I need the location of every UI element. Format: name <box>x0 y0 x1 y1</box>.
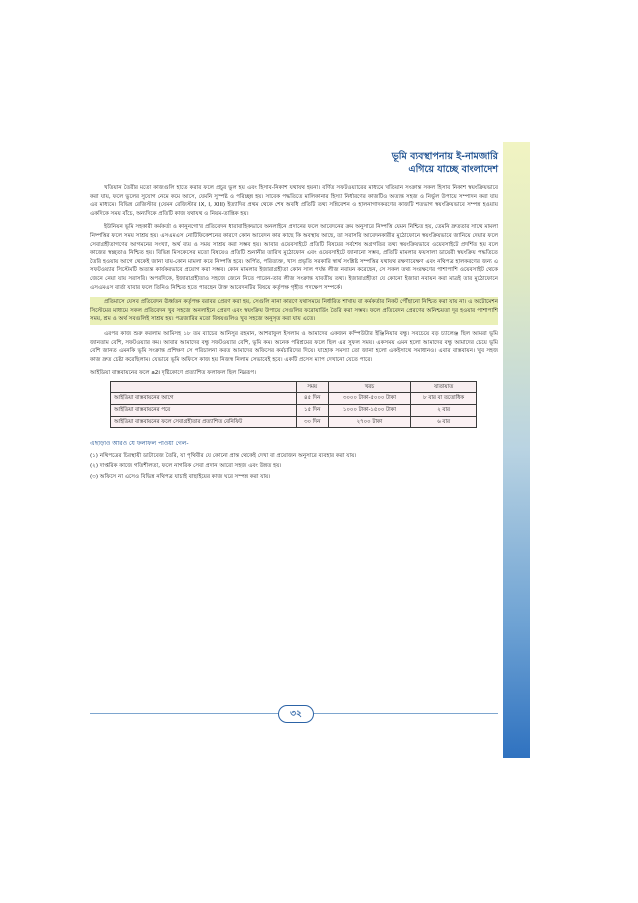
table-header-row <box>111 381 477 393</box>
title-line-1: ভূমি ব্যবস্থাপনায় ই-নামজারি <box>391 151 498 162</box>
comparison-table <box>110 381 477 428</box>
title-line-2: এগিয়ে যাচ্ছে বাংলাদেশ <box>408 164 498 175</box>
table-cell: ২৭০০ টাকা <box>328 416 411 428</box>
decorative-sidebar-gradient <box>503 142 530 758</box>
table-header-cell: যাতায়াত <box>411 381 477 393</box>
table-cell: ৪৫ দিন <box>296 393 328 405</box>
table-intro: আইডিয়া বাস্তবায়নের ফলে a2i দৃষ্টিকোণে প্রত্যাশিত ফলাফল ছিল নিম্নরূপ। <box>90 370 257 377</box>
table-cell: ৬ বার <box>411 416 477 428</box>
table-header-cell: সময় <box>296 381 328 393</box>
extra-results-heading: এছাড়াও আরও যে ফলাফল পাওয়া গেল- <box>90 440 189 448</box>
table-cell: ২ বার <box>411 405 477 417</box>
list-item: (২) দাপ্তরিক কাজে গতিশীলতা, ফলে নাগরিক সেবা প্রদান আরো সহজ এবং উন্নত হয়। <box>90 463 282 470</box>
table-cell: ৩০ দিন <box>296 416 328 428</box>
table-cell: ৩০০০ টাকা-৫০০০ টাকা <box>328 393 411 405</box>
paragraph-3-highlighted: প্রতিমাসে যেসব প্রতিবেদন ঊর্ধ্বতন কর্তৃপক্ষ বরাবর প্রেরণ করা হয়, সেগুলি নানা কারণে যথাসময়ে নির্ধারিত শাখায় বা কর্মকর্তার নিকট পৌঁছানো নিশ্চিত করা যায় না। এ অটোমেশন সিস্টেমের মাধ্যমে সকল প্রতিবেদন খুব সহজে অনলাইনে প্রেরণ এবং স্বয়ংক্রিয় উপায়ে সেগুলির ফরোয়ার্ডিং তৈরি করা সম্ভব। ফলে প্রতিবেদন প্রেরণের অনিশ্চয়তা দূর হওয়ার পাশাপাশি সময়, শ্রম ও অর্থ সবগুলিই সাশ্রয় হয়। পত্রজারির মতো বিষয়গুলিও খুব সহজে অনুসৃত করা যায় এতে। <box>90 297 498 325</box>
paragraph-2: ইউনিয়ন ভূমি সহকারী কর্মকর্তা ও কানুনগো'র প্রতিবেদন ধারাবাহিকভাবে অনলাইনে প্রদানের ফলে আবেদনের ক্রম অনুসারে নিষ্পত্তি যেমন নিশ্চিত হয়, তেমনি দ্রুততার সাথে মামলা নিষ্পত্তির ফলে সময় সাশ্রয় হয়। এসএমএস নোটিফিকেশনের কারণে কোন আবেদন কার কাছে কি অবস্থায় আছে, তা সরাসরি আবেদনকারীর মুঠোফোনে স্বয়ংক্রিয়ভাবে জানিয়ে দেয়ার ফলে সেবাগ্রহীতাগণের আগমনের সংখ্যা, অর্থ ব্যয় ও সময় সাশ্রয় করা সম্ভব হয়। আবার ওয়েবসাইটে প্রতিটি বিষয়ের সর্বশেষ অগ্রগতির তথ্য স্বয়ংক্রিয়ভাবে ওয়েবসাইটে প্রদর্শিত হয় বলে কাজের স্বচ্ছতাও নিশ্চিত হয়। বিভিন্ন মিসকেসের মতো বিষয়েও প্রতিটি শুনানীর তারিখ মুঠোফোন এবং ওয়েবসাইটে জানানো সম্ভব, প্রতিটি মামলার ফয়সালা ডায়েরী স্বয়ংক্রিয় পদ্ধতিতে তৈরি হওয়ায় আগে থেকেই জানা যায়-কোন মামলা কবে নিষ্পত্তি হবে। অর্পিত, পরিত্যক্ত, খাস প্রভৃতি সরকারি স্বার্থ সংশ্লিষ্ট সম্পত্তির যথাযথ রক্ষণাবেক্ষণ এবং নথিপত্র হালকরণের জন্য এ সফটওয়্যার সিস্টেমটি অত্যন্ত কার্যকরভাবে প্রয়োগ করা সম্ভব। কোন মামলার ইজারাগ্রহীতা কোন সাল পর্যন্ত লীজ নবায়ন করেছেন, সে সকল তথ্য সংরক্ষণের পাশাপাশি ওয়েবসাইট থেকে জেনে নেয়া যায় সরাসরি। অপরদিকে, ইজারাগ্রহীতাও সহজে জেনে নিতে পারেন-তার লীজ সংক্রান্ত যাবতীয় তথ্য। ইজারাগ্রহীতা যে কোনো ইজারা নবায়ন করা মাত্রই তার মুঠোফোনে এসএমএস বার্তা যাবার ফলে তিনিও নিশ্চিত হতে পারছেন উক্ত আবেদনটির বিষয়ে কর্তৃপক্ষ গৃহীত পদক্ষেপ সম্পর্কে। <box>90 224 498 291</box>
table-row <box>111 416 477 428</box>
table-row <box>111 393 477 405</box>
paragraph-1: খতিয়ান তৈরীর মতো কাজগুলি হাতে করার ফলে প্রচুর ভুল হয় এবং হিসাব-নিকাশ যথাযথ হয়না। বর্ণিত সফটওয়্যারের মাধ্যমে খতিয়ান সংক্রান্ত সকল হিসাব নিকাশ স্বয়ংক্রিয়ভাবে করা যায়, ফলে ভুলের সুযোগ নেমে কমে আসে, যেমনি সুস্পষ্ট ও পরিচ্ছন্ন হয়। সাবেক পদ্ধতিতে মালিকানার হিস্যা নির্ধারণের কাজটিও অত্যন্ত সহজ ও নির্ভুল উপায়ে সম্পাদন করা যায় এর মাধ্যমে। বিভিন্ন রেজিস্টার (যেমন রেজিস্টার IX, I, XIII) ইত্যাদির প্রথম থেকে শেষ অবধি প্রতিটি তথ্য সন্নিবেশন ও হালনাগাদকরণের কাজটি শতভাগ স্বয়ংক্রিয়ভাবে সম্পন্ন হওয়ায় একদিকে সময় বাঁচে, অন্যদিকে প্রতিটি কাজ যথাযথ ও নিয়ম-তান্ত্রিক হয়। <box>90 185 498 217</box>
article-body <box>90 184 498 484</box>
table-header-cell <box>111 381 297 393</box>
table-cell: ৮ বার বা ততোধিক <box>411 393 477 405</box>
page-number: ৩২ <box>278 705 314 723</box>
paragraph-4: এরপর কাজ শুরু করলাম আমিসহ ১৮ তম ব্যাচের আনিসুর রহমান, আশরাফুল ইসলাম ও আমাদের একজন কম্পিউটার ইঞ্জিনিয়ার বন্ধু। সবচেয়ে বড় চ্যালেঞ্জ ছিল আমরা ভূমি জানতাম বেশি, সফটওয়্যার কম। আবার আমাদের বন্ধু সফটওয়্যার বেশি, ভূমি কম। অনেক পরিশ্রমের ফলে ছিল এর সুফল সময়। একসময় এমন হলো আমাদের বন্ধু আমাদের চেয়ে ভূমি বেশি জানত এমনকি ভূমি সংক্রান্ত প্রশিক্ষণ সে পরিচালনা করত আমাদের অফিসের কর্মচারিদের দিয়ে। যাহোক সমস্যা তো জানা হলো একইসাথে সমাধানও। এবার বাস্তবায়ন। খুব সহজ কাজ দ্রুত চেষ্টা করেছিলাম। যেভাবে ভূমি অফিসে কাজ হয় নিজস্ব নিলাম সেভাবেই হবে। একটি প্রসেস ম্যাপ দেখানো যেতে পারে। <box>90 330 498 363</box>
table-cell: আইডিয়া বাস্তবায়নের পরে <box>111 405 297 417</box>
list-item: (৩) অফিসে না এসেও বিভিন্ন নথিপত্র যাচাই বাছাইয়ের কাজ ঘরে সম্পন্ন করা যায়। <box>90 474 271 481</box>
list-item: (১) নথিপত্রের চিরস্থায়ী ডাটাবেজ তৈরি, যা পৃথিবীর যে কোনো প্রান্ত থেকেই দেখা বা প্রয়োজন অনুসারে ব্যবহার করা যায়। <box>90 452 357 459</box>
page-title <box>392 150 498 176</box>
table-row <box>111 405 477 417</box>
table-cell: আইডিয়া বাস্তবায়নের ফলে সেবাগ্রহীতার প্রত্যাশিত বেনিফিট <box>111 416 297 428</box>
table-cell: ১০০০ টাকা-১৫০০ টাকা <box>328 405 411 417</box>
table-header-cell: খরচ <box>328 381 411 393</box>
extra-results-list <box>90 452 498 482</box>
table-cell: আইডিয়া বাস্তবায়নের আগে <box>111 393 297 405</box>
table-cell: ১৫ দিন <box>296 405 328 417</box>
